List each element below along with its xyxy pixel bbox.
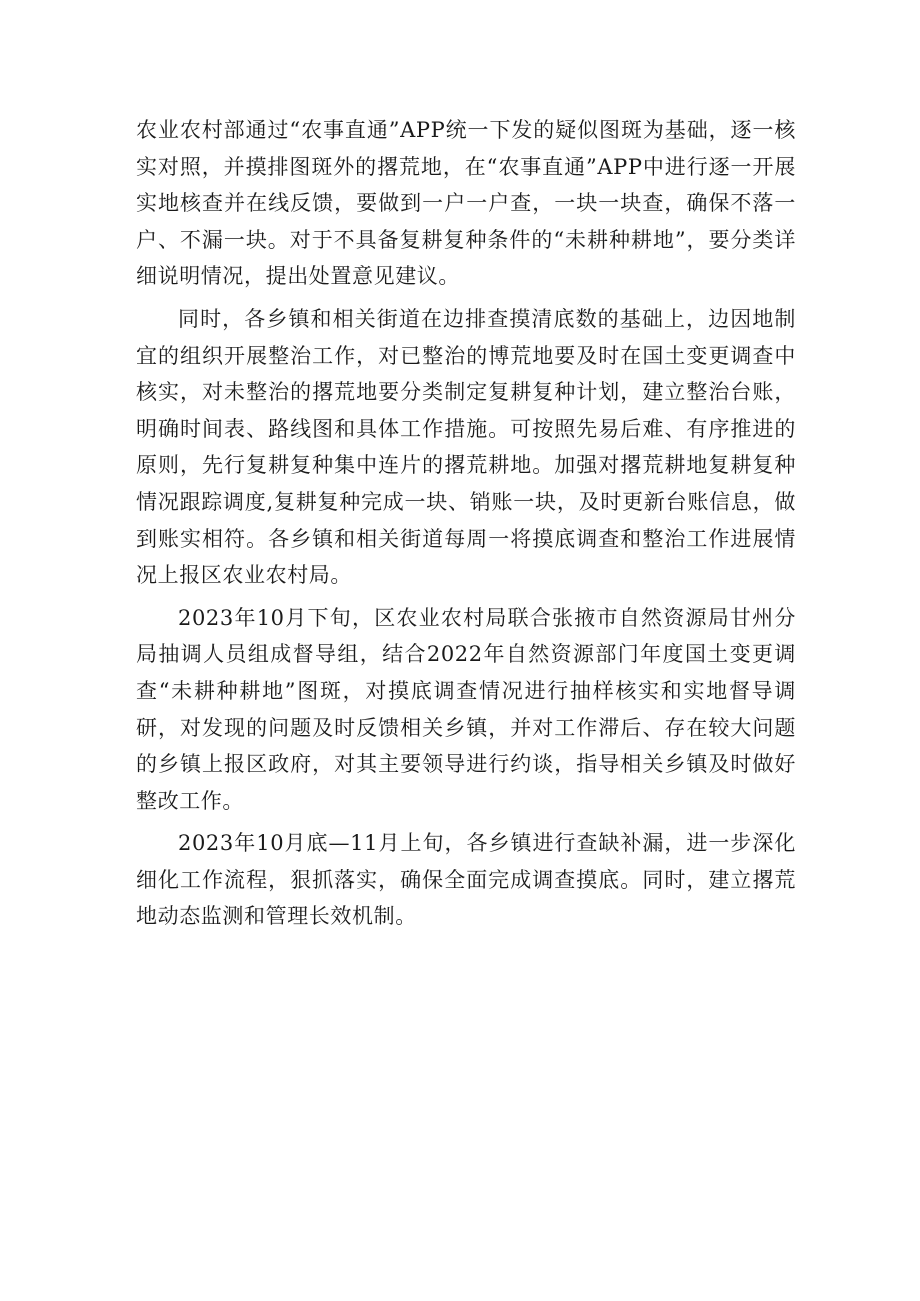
paragraph-3: 2023年10月下旬，区农业农村局联合张掖市自然资源局甘州分局抽调人员组成督导组，结合2022年自然资源部门年度国土变更调查“未耕种耕地”图斑，对摸底调查情况进行抽样核实和实地督导调研，对发现的问题及时反馈相关乡镇，并对工作滞后、存在较大问题的乡镇上报区政府，对其主要领导进行约谈，指导相关乡镇及时做好整改工作。 bbox=[136, 605, 796, 813]
paragraph-1: 农业农村部通过“农事直通”APP统一下发的疑似图斑为基础，逐一核实对照，并摸排图斑外的撂荒地，在“农事直通”APP中进行逐一开展实地核查并在线反馈，要做到一户一户查，一块一块查，确保不落一户、不漏一块。对于不具备复耕复种条件的“未耕种耕地”，要分类详细说明情况，提出处置意见建议。 bbox=[136, 118, 796, 289]
paragraph-4: 2023年10月底—11月上旬，各乡镇进行查缺补漏，进一步深化细化工作流程，狠抓落实，确保全面完成调查摸底。同时，建立撂荒地动态监测和管理长效机制。 bbox=[136, 831, 796, 929]
paragraph-2: 同时，各乡镇和相关街道在边排查摸清底数的基础上，边因地制宜的组织开展整治工作，对已整治的博荒地要及时在国土变更调查中核实，对未整治的撂荒地要分类制定复耕复种计划，建立整治台账，明确时间表、路线图和具体工作措施。可按照先易后难、有序推进的原则，先行复耕复种集中连片的撂荒耕地。加强对撂荒耕地复耕复种情况跟踪调度,复耕复种完成一块、销账一块，及时更新台账信息，做到账实相符。各乡镇和相关街道每周一将摸底调查和整治工作进展情况上报区农业农村局。 bbox=[136, 306, 796, 588]
document-body bbox=[136, 112, 796, 941]
